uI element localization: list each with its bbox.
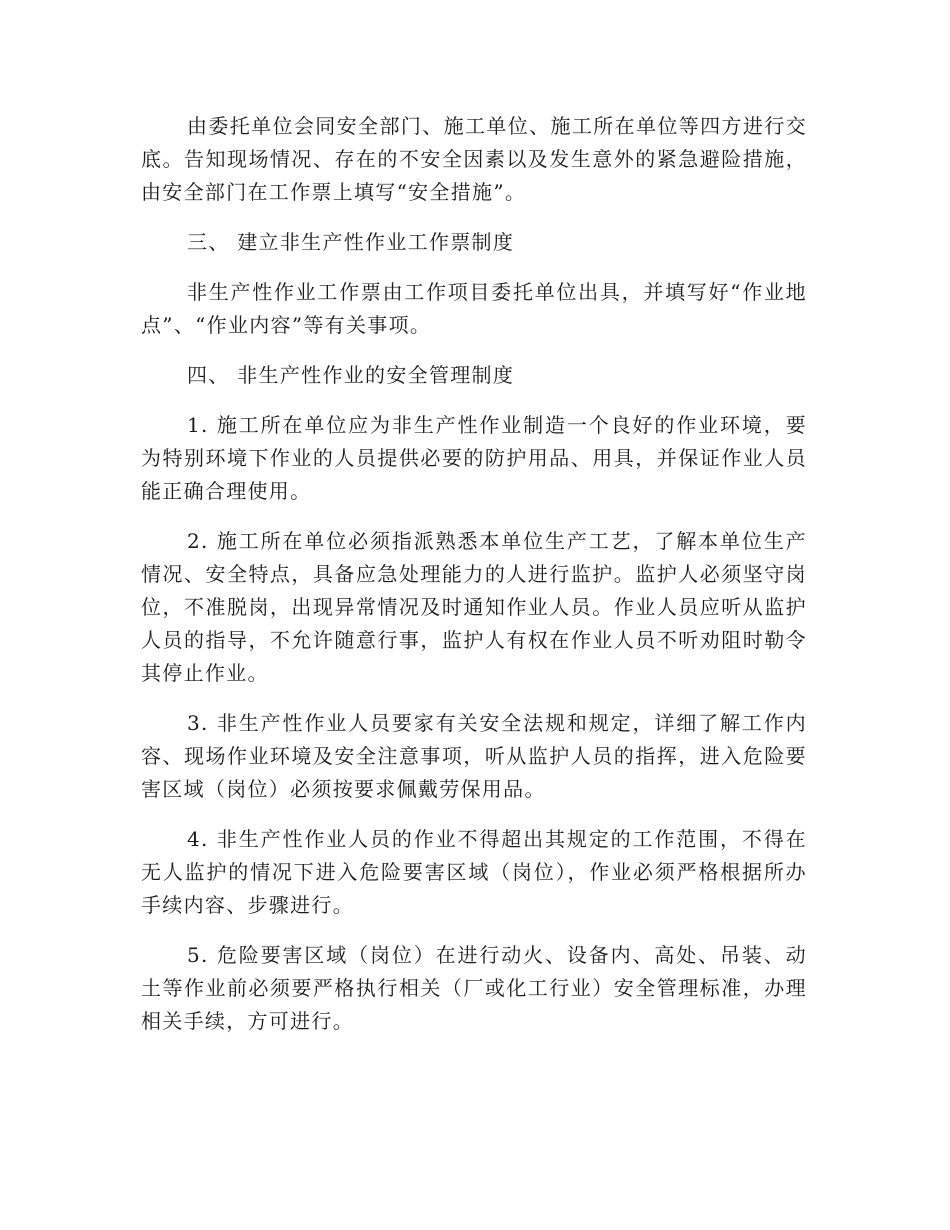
section-heading-3: 三、 建立非生产性作业工作票制度	[187, 230, 515, 254]
paragraph-item-3: 3. 非生产性作业人员要家有关安全法规和规定，详细了解工作内容、现场作业环境及安全注意事项，听从监护人员的指挥，进入危险要害区域（岗位）必须按要求佩戴劳保用品。	[141, 711, 807, 801]
paragraph-handover: 由委托单位会同安全部门、施工单位、施工所在单位等四方进行交底。告知现场情况、存在的不安全因素以及发生意外的紧急避险措施，由安全部门在工作票上填写“安全措施”。	[141, 114, 807, 204]
paragraph-item-4: 4. 非生产性作业人员的作业不得超出其规定的工作范围，不得在无人监护的情况下进入危险要害区域（岗位），作业必须严格根据所办手续内容、步骤进行。	[141, 827, 807, 917]
document-body	[141, 110, 807, 1055]
section-heading-4: 四、 非生产性作业的安全管理制度	[187, 363, 515, 387]
paragraph-item-1: 1. 施工所在单位应为非生产性作业制造一个良好的作业环境，要为特别环境下作业的人员提供必要的防护用品、用具，并保证作业人员能正确合理使用。	[141, 413, 807, 503]
paragraph-item-2: 2. 施工所在单位必须指派熟悉本单位生产工艺，了解本单位生产情况、安全特点，具备应急处理能力的人进行监护。监护人必须坚守岗位，不准脱岗，出现异常情况及时通知作业人员。作业人员应听从监护人员的指导，不允许随意行事，监护人有权在作业人员不听劝阻时勒令其停止作业。	[141, 529, 807, 685]
paragraph-work-ticket: 非生产性作业工作票由工作项目委托单位出具，并填写好“作业地点”、“作业内容”等有关事项。	[141, 280, 807, 337]
paragraph-item-5: 5. 危险要害区域（岗位）在进行动火、设备内、高处、吊装、动土等作业前必须要严格执行相关（厂或化工行业）安全管理标准，办理相关手续，方可进行。	[141, 943, 807, 1033]
